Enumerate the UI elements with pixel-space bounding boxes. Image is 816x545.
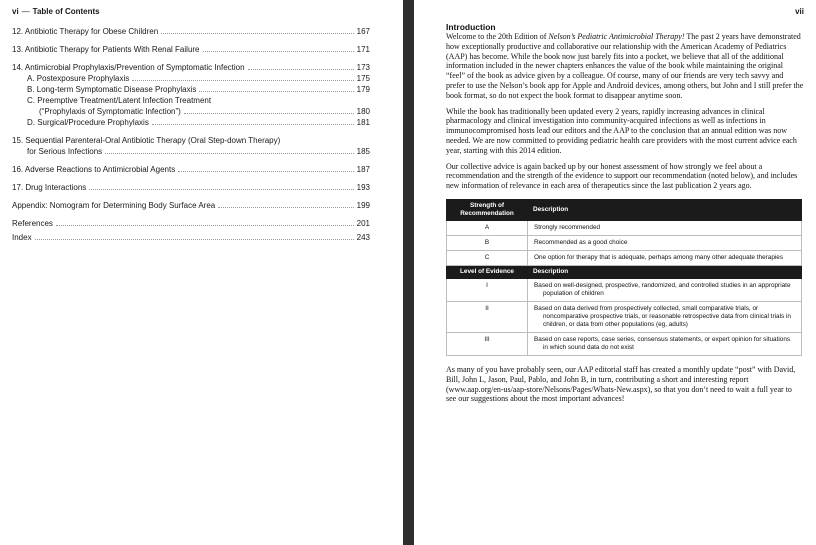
column-header: Strength of Recommendation [447, 199, 528, 220]
dot-leader [178, 171, 353, 172]
table-cell-desc: Strongly recommended [528, 220, 802, 235]
dot-leader [132, 80, 353, 81]
introduction-section [446, 22, 804, 404]
toc-entry[interactable] [12, 218, 370, 229]
toc-entry-page: 179 [356, 85, 370, 94]
dot-leader [35, 239, 354, 240]
table-row [447, 220, 802, 235]
toc-subentry[interactable] [12, 95, 370, 106]
toc-entry-title: 12. Antibiotic Therapy for Obese Children [12, 27, 159, 36]
toc-entry-page: 243 [356, 233, 370, 242]
table-cell-code: II [447, 301, 528, 332]
dot-leader [248, 69, 354, 70]
table-header-row [447, 199, 802, 220]
evidence-table [446, 199, 802, 356]
dot-leader [218, 207, 353, 208]
table-row [447, 278, 802, 301]
section-heading: Introduction [446, 22, 496, 32]
dot-leader [89, 189, 353, 190]
toc-entry-page: 181 [356, 118, 370, 127]
toc-entry-page: 167 [356, 27, 370, 36]
toc-entry[interactable] [12, 44, 370, 55]
table-cell-desc: Based on well-designed, prospective, randomized, and controlled studies in an appropriate population of children [528, 278, 802, 301]
toc-entry-title: References [12, 219, 53, 228]
dot-leader [199, 91, 353, 92]
toc-entry-title: A. Postexposure Prophylaxis [27, 74, 130, 83]
toc-entry-page: 185 [356, 147, 370, 156]
toc-entry-page: 180 [356, 107, 370, 116]
dot-leader [184, 113, 354, 114]
toc-entry[interactable] [12, 62, 370, 73]
paragraph: As many of you have probably seen, our AAP editorial staff has created a monthly update “post” with David, Bill, John L, Jason, Paul, Pablo, and John B, in turn, contributing a short and interesting report (www.aap.org/en-us/aap-store/Nelsons/Pages/Whats-New.aspx), so that you don’t need to wait a full year to see our suggestions about the most important advances! [446, 364, 796, 404]
dot-leader [152, 124, 354, 125]
toc-entry-title: 13. Antibiotic Therapy for Patients With Renal Failure [12, 45, 200, 54]
toc-entry-title: Appendix: Nomogram for Determining Body Surface Area [12, 201, 216, 210]
toc-entry-title: for Serious Infections [27, 147, 103, 156]
paragraph-text: The past 2 years have demonstrated how exceptionally productive and collaborative our relationship with the American Academy of Pediatrics (AAP) has become. While the book now just barely fits into a pocket, we believe that all of the additional information included in the newer chapters enhances the value of the book while maintaining the original “feel” of the book as advice given by a colleague. Of course, many of our friends are very tech savvy and prefer to use the Nelson’s book app for Apple and Android devices, among others, but John and I still prefer the book format, so do not expect the book format to disappear anytime soon. [446, 32, 804, 100]
toc-entry[interactable] [12, 182, 370, 193]
dot-leader [56, 225, 354, 226]
toc-entry[interactable] [12, 232, 370, 243]
running-head-right [446, 6, 804, 22]
toc-entry-page: 187 [356, 165, 370, 174]
toc-entry-title: 14. Antimicrobial Prophylaxis/Prevention of Symptomatic Infection [12, 63, 245, 72]
paragraph: While the book has traditionally been updated every 2 years, rapidly increasing advances in clinical pharmacology and clinical investigation into community-acquired infections as well as infections in immunocompromised hosts lead our editors and the AAP to the conclusion that an annual edition was now needed. We are now committed to providing pediatric health care providers with the most current advice each year, starting with this 2014 edition. [446, 106, 797, 155]
toc-entry-page: 201 [356, 219, 370, 228]
toc-entry-title: (“Prophylaxis of Symptomatic Infection”) [39, 107, 181, 116]
folio-right: vii [795, 7, 804, 16]
table-cell-code: A [447, 220, 528, 235]
book-gutter [403, 0, 414, 545]
table-cell-code: B [447, 235, 528, 250]
toc-entry-page: 173 [356, 63, 370, 72]
toc-entry-page: 171 [356, 45, 370, 54]
table-cell-code: I [447, 278, 528, 301]
toc-entry[interactable] [12, 135, 370, 146]
table-of-contents [12, 26, 370, 243]
toc-entry-title: D. Surgical/Procedure Prophylaxis [27, 118, 149, 127]
paragraph [446, 32, 804, 101]
table-row [447, 332, 802, 355]
folio-left: vi [12, 7, 19, 16]
table-cell-desc: One option for therapy that is adequate, perhaps among many other adequate therapies [528, 250, 802, 265]
right-page [414, 0, 816, 545]
toc-entry[interactable] [12, 164, 370, 175]
toc-subentry[interactable] [12, 84, 370, 95]
running-head-separator: — [21, 7, 30, 16]
column-header: Description [528, 265, 802, 278]
toc-entry-title: Index [12, 233, 32, 242]
toc-subentry-continued[interactable] [12, 106, 370, 117]
toc-entry-page: 193 [356, 183, 370, 192]
toc-entry-title: C. Preemptive Treatment/Latent Infection Treatment [27, 96, 212, 105]
toc-entry-continued[interactable] [12, 146, 370, 157]
table-cell-desc: Based on data derived from prospectively collected, small comparative trials, or noncomparative prospective trials, or reasonable retrospective data from clinical trials in children, or data from other populations (eg, adults) [528, 301, 802, 332]
toc-subentry[interactable] [12, 117, 370, 128]
table-row [447, 235, 802, 250]
running-head-title: Table of Contents [32, 7, 100, 16]
table-row [447, 301, 802, 332]
table-header-row [447, 265, 802, 278]
table-cell-desc: Recommended as a good choice [528, 235, 802, 250]
toc-entry-title: 17. Drug Interactions [12, 183, 87, 192]
table-cell-code: C [447, 250, 528, 265]
table-row [447, 250, 802, 265]
table-cell-desc: Based on case reports, case series, consensus statements, or expert opinion for situations in which sound data do not exist [528, 332, 802, 355]
toc-entry-title: 16. Adverse Reactions to Antimicrobial Agents [12, 165, 176, 174]
toc-entry-title: B. Long-term Symptomatic Disease Prophylaxis [27, 85, 197, 94]
column-header: Level of Evidence [447, 265, 528, 278]
dot-leader [161, 33, 353, 34]
toc-entry-title: 15. Sequential Parenteral-Oral Antibiotic Therapy (Oral Step-down Therapy) [12, 136, 281, 145]
paragraph-text: Welcome to the 20th Edition of [446, 32, 549, 41]
dot-leader [105, 153, 353, 154]
paragraph: Our collective advice is again backed up by our honest assessment of how strongly we feel about a recommendation and the strength of the evidence to support our recommendation (noted below), and includes new information of relevance in each area of therapeutics since the last publication 2 years ago. [446, 161, 798, 191]
toc-entry[interactable] [12, 26, 370, 37]
book-title-italic: Nelson’s Pediatric Antimicrobial Therapy! [548, 32, 685, 41]
toc-entry[interactable] [12, 200, 370, 211]
left-page [0, 0, 403, 545]
toc-entry-page: 175 [356, 74, 370, 83]
toc-subentry[interactable] [12, 73, 370, 84]
running-head-left [12, 6, 370, 22]
dot-leader [203, 51, 354, 52]
table-cell-code: III [447, 332, 528, 355]
toc-entry-page: 199 [356, 201, 370, 210]
column-header: Description [528, 199, 802, 220]
